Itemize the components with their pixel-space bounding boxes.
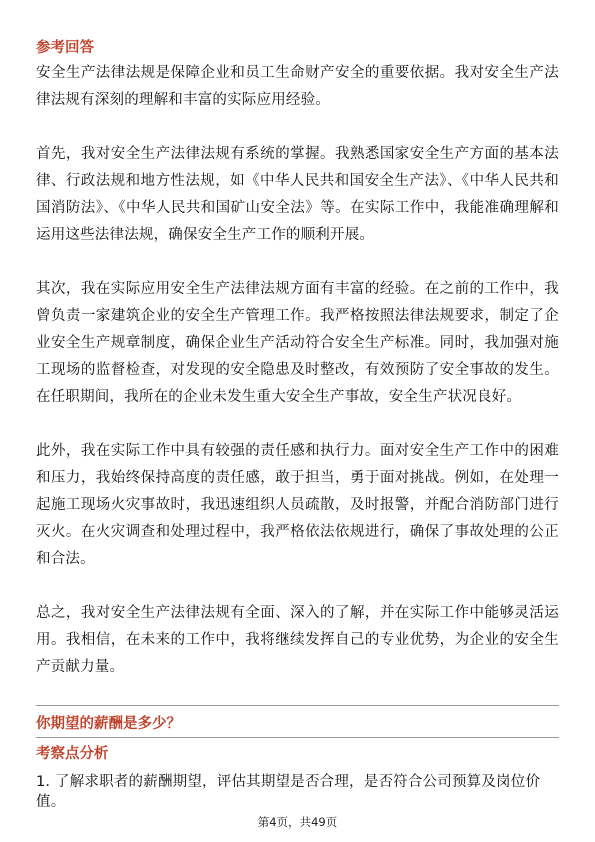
answer-paragraph-2: 首先，我对安全生产法律法规有系统的掌握。我熟悉国家安全生产方面的基本法律、行政法规和地方性法规，如《中华人民共和国安全生产法》、《中华人民共和国消防法》、《中华人民共和国矿山安全法》等。在实际工作中，我能准确理解和运用这些法律法规，确保安全生产工作的顺利开展。 <box>36 146 559 243</box>
section-divider-bottom <box>36 737 559 738</box>
answer-paragraph-4: 此外，我在实际工作中具有较强的责任感和执行力。面对安全生产工作中的困难和压力，我始终保持高度的责任感，敢于担当，勇于面对挑战。例如，在处理一起施工现场火灾事故时，我迅速组织人员疏散，及时报警，并配合消防部门进行灭火。在火灾调查和处理过程中，我严格依法依规进行，确保了事故处理的公正和合法。 <box>36 443 559 567</box>
section-divider-top <box>36 705 559 706</box>
answer-paragraph-1: 安全生产法律法规是保障企业和员工生命财产安全的重要依据。我对安全生产法律法规有深刻的理解和丰富的实际应用经验。 <box>36 65 559 108</box>
answer-paragraph-3: 其次，我在实际应用安全生产法律法规方面有丰富的经验。在之前的工作中，我曾负责一家建筑企业的安全生产管理工作。我严格按照法律法规要求，制定了企业安全生产规章制度，确保企业生产活动符合安全生产标准。同时，我加强对施工现场的监督检查，对发现的安全隐患及时整改，有效预防了安全事故的发生。在任职期间，我所在的企业未发生重大安全生产事故，安全生产状况良好。 <box>36 281 559 405</box>
analysis-item-1: 1. 了解求职者的薪酬期望，评估其期望是否合理，是否符合公司预算及岗位价值。 <box>36 774 541 810</box>
analysis-title: 考察点分析 <box>36 746 109 762</box>
reference-answer-section <box>36 38 559 691</box>
reference-answer-title: 参考回答 <box>36 40 94 56</box>
page-number: 第4页，共49页 <box>257 815 338 829</box>
answer-paragraph-5: 总之，我对安全生产法律法规有全面、深入的了解，并在实际工作中能够灵活运用。我相信，在未来的工作中，我将继续发挥自己的专业优势，为企业的安全生产贡献力量。 <box>36 605 559 675</box>
question-title: 你期望的薪酬是多少？ <box>36 716 181 732</box>
